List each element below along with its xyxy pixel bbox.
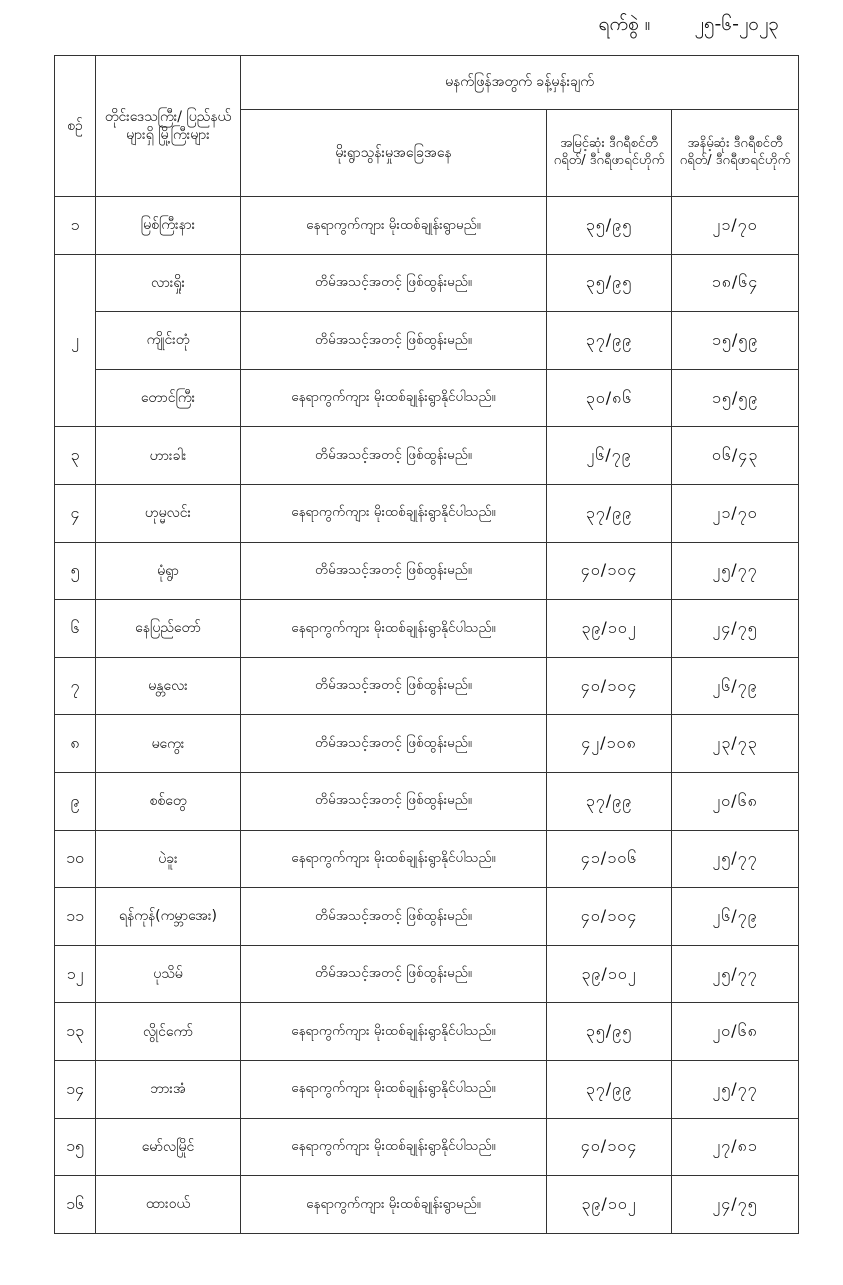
rain-condition: တိမ်အသင့်အတင့် ဖြစ်ထွန်းမည်။ [241,657,547,715]
table-body [55,197,799,1234]
min-temp: ၂၆/၇၉ [672,657,799,715]
table-row [55,772,799,830]
max-temp: ၃၇/၉၉ [547,312,672,370]
table-row [55,427,799,485]
date-label: ရက်စွဲ ။ [598,13,651,35]
city-name: မြစ်ကြီးနား [96,197,241,255]
city-name: ရန်ကုန်(ကမ္ဘာအေး) [96,888,241,946]
min-temp: ၁၅/၅၉ [672,312,799,370]
rain-condition: တိမ်အသင့်အတင့် ဖြစ်ထွန်းမည်။ [241,312,547,370]
rain-condition: တိမ်အသင့်အတင့် ဖြစ်ထွန်းမည်။ [241,542,547,600]
max-temp: ၃၀/၈၆ [547,369,672,427]
table-row [55,830,799,888]
min-temp: ၁၈/၆၄ [672,254,799,312]
min-temp: ၁၅/၅၉ [672,369,799,427]
city-name: ပုသိမ် [96,945,241,1003]
table-row [55,1118,799,1176]
city-name: တောင်ကြီး [96,369,241,427]
rain-condition: နေရာကွက်ကျား မိုးထစ်ချုန်းရွာမည်။ [241,197,547,255]
city-name: စစ်တွေ [96,772,241,830]
min-temp: ၂၁/၇၀ [672,197,799,255]
min-temp: ၂၄/၇၅ [672,1176,799,1234]
row-number: ၂ [55,254,96,427]
max-temp: ၄၂/၁၀၈ [547,715,672,773]
table-row [55,254,799,312]
max-temp: ၃၅/၉၅ [547,254,672,312]
min-temp: ၂၆/၇၉ [672,888,799,946]
row-number: ၁၁ [55,888,96,946]
rain-condition: နေရာကွက်ကျား မိုးထစ်ချုန်းရွာနိုင်ပါသည်။ [241,1118,547,1176]
row-number: ၁၆ [55,1176,96,1234]
min-temp: ၂၀/၆၈ [672,1003,799,1061]
table-row [55,1060,799,1118]
row-number: ၄ [55,484,96,542]
table-row [55,197,799,255]
table-row [55,1176,799,1234]
row-number: ၁၂ [55,945,96,1003]
col-header-no: စဉ် [55,56,96,197]
min-temp: ၂၃/၇၃ [672,715,799,773]
row-number: ၈ [55,715,96,773]
row-number: ၁ [55,197,96,255]
city-name: မုံရွာ [96,542,241,600]
city-name: ထားဝယ် [96,1176,241,1234]
header-row-1 [55,56,799,110]
max-temp: ၃၉/၁၀၂ [547,945,672,1003]
rain-condition: နေရာကွက်ကျား မိုးထစ်ချုန်းရွာနိုင်ပါသည်။ [241,1060,547,1118]
rain-condition: နေရာကွက်ကျား မိုးထစ်ချုန်းရွာနိုင်ပါသည်။ [241,600,547,658]
rain-condition: နေရာကွက်ကျား မိုးထစ်ချုန်းရွာမည်။ [241,1176,547,1234]
col-header-min-temp: အနိမ့်ဆုံး ဒီဂရီစင်တီဂရိတ်/ ဒီဂရီဖာရင်ဟိုက် [672,110,799,197]
row-number: ၁၃ [55,1003,96,1061]
table-row [55,484,799,542]
max-temp: ၃၇/၉၉ [547,484,672,542]
row-number: ၉ [55,772,96,830]
row-number: ၅ [55,542,96,600]
rain-condition: တိမ်အသင့်အတင့် ဖြစ်ထွန်းမည်။ [241,427,547,485]
max-temp: ၃၇/၉၉ [547,1060,672,1118]
rain-condition: တိမ်အသင့်အတင့် ဖြစ်ထွန်းမည်။ [241,772,547,830]
date-line [599,12,779,40]
min-temp: ၂၁/၇၀ [672,484,799,542]
max-temp: ၄၀/၁၀၄ [547,657,672,715]
rain-condition: နေရာကွက်ကျား မိုးထစ်ချုန်းရွာနိုင်ပါသည်။ [241,484,547,542]
rain-condition: နေရာကွက်ကျား မိုးထစ်ချုန်းရွာနိုင်ပါသည်။ [241,1003,547,1061]
min-temp: ၂၅/၇၇ [672,542,799,600]
col-header-condition: မိုးရွာသွန်းမှုအခြေအနေ [241,110,547,197]
rain-condition: တိမ်အသင့်အတင့် ဖြစ်ထွန်းမည်။ [241,715,547,773]
min-temp: ၂၀/၆၈ [672,772,799,830]
max-temp: ၃၉/၁၀၂ [547,600,672,658]
col-header-city: တိုင်းဒေသကြီး/ ပြည်နယ်များရှိ မြို့ကြီးများ [96,56,241,197]
city-name: နေပြည်တော် [96,600,241,658]
rain-condition: နေရာကွက်ကျား မိုးထစ်ချုန်းရွာနိုင်ပါသည်။ [241,830,547,888]
max-temp: ၃၅/၉၅ [547,1003,672,1061]
max-temp: ၄၀/၁၀၄ [547,542,672,600]
city-name: ဘားအံ [96,1060,241,1118]
table-row [55,715,799,773]
rain-condition: တိမ်အသင့်အတင့် ဖြစ်ထွန်းမည်။ [241,254,547,312]
row-number: ၁၀ [55,830,96,888]
row-number: ၁၅ [55,1118,96,1176]
row-number: ၃ [55,427,96,485]
table-row [55,542,799,600]
city-name: ကျိုင်းတုံ [96,312,241,370]
max-temp: ၂၆/၇၉ [547,427,672,485]
rain-condition: တိမ်အသင့်အတင့် ဖြစ်ထွန်းမည်။ [241,945,547,1003]
min-temp: ၂၅/၇၇ [672,830,799,888]
table-row [55,945,799,1003]
max-temp: ၄၁/၁၀၆ [547,830,672,888]
city-name: မကွေး [96,715,241,773]
rain-condition: နေရာကွက်ကျား မိုးထစ်ချုန်းရွာနိုင်ပါသည်။ [241,369,547,427]
min-temp: ၂၅/၇၇ [672,945,799,1003]
min-temp: ၂၄/၇၅ [672,600,799,658]
max-temp: ၄၀/၁၀၄ [547,888,672,946]
city-name: ဟုမ္မလင်း [96,484,241,542]
date-value: ၂၅-၆-၂၀၂၃ [694,13,779,35]
row-number: ၁၄ [55,1060,96,1118]
col-header-max-temp: အမြင့်ဆုံး ဒီဂရီစင်တီဂရိတ်/ ဒီဂရီဖာရင်ဟိုက် [547,110,672,197]
col-header-forecast-group: မနက်ဖြန်အတွက် ခန့်မှန်းချက် [241,56,799,110]
table-row [55,369,799,427]
row-number: ၇ [55,657,96,715]
max-temp: ၃၇/၉၉ [547,772,672,830]
max-temp: ၃၉/၁၀၂ [547,1176,672,1234]
rain-condition: တိမ်အသင့်အတင့် ဖြစ်ထွန်းမည်။ [241,888,547,946]
city-name: လွိုင်ကော် [96,1003,241,1061]
max-temp: ၄၀/၁၀၄ [547,1118,672,1176]
max-temp: ၃၅/၉၅ [547,197,672,255]
min-temp: ၂၅/၇၇ [672,1060,799,1118]
city-name: ပဲခူး [96,830,241,888]
forecast-table [54,55,799,1234]
city-name: မန္တလေး [96,657,241,715]
min-temp: ၂၇/၈၁ [672,1118,799,1176]
table-row [55,1003,799,1061]
row-number: ၆ [55,600,96,658]
table-row [55,657,799,715]
table-row [55,312,799,370]
city-name: မော်လမြိုင် [96,1118,241,1176]
table-row [55,600,799,658]
city-name: ဟားခါး [96,427,241,485]
city-name: လားရှိုး [96,254,241,312]
table-row [55,888,799,946]
min-temp: ၀၆/၄၃ [672,427,799,485]
